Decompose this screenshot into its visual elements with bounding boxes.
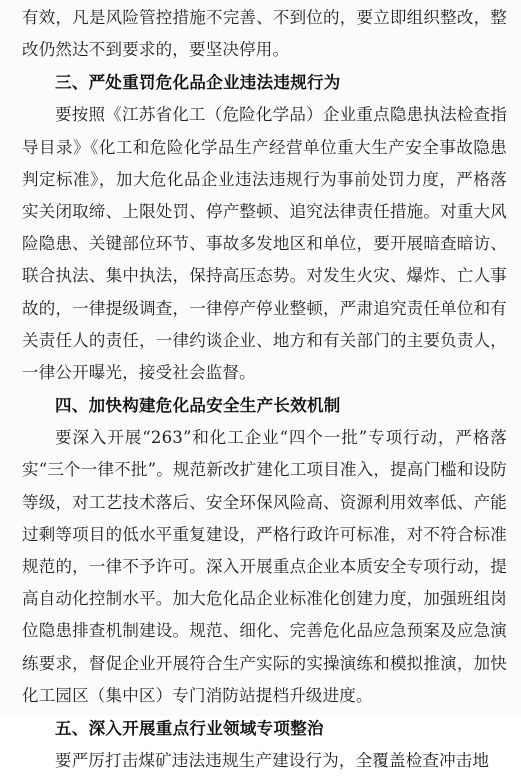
section-heading-3: 三、严处重罚危化品企业违法违规行为 [55,73,341,93]
section-heading-4: 四、加快构建危化品安全生产长效机制 [55,396,341,416]
paragraph-section-4: 要深入开展“263”和化工企业“四个一批”专项行动，严格落实“三个一律不批”。规范新改扩建化工项目准入，提高门槛和设防等级，对工艺技术落后、安全环保风险高、资源利用效率低、产能过剩等项目的低水平重复建设，严格行政许可标准，对不符合标准规范的，一律不予许可。深入开展重点企业本质安全专项行动，提高自动化控制水平。加大危化品企业标准化创建力度，加强班组岗位隐患排查机制建设。规范、细化、完善危化品应急预案及应急演练要求，督促企业开展符合生产实际的实操演练和模拟推演，加快化工园区（集中区）专门消防站提档升级进度。 [22,428,507,705]
section-heading-5: 五、深入开展重点行业领域专项整治 [55,719,324,739]
paragraph-section-5: 要严厉打击煤矿违法违规生产建设行为，全覆盖检查冲击地 [55,751,490,771]
paragraph-continued: 有效，凡是风险管控措施不完善、不到位的，要立即组织整改，整改仍然达不到要求的，要坚决停用。 [22,8,507,60]
paragraph-section-3: 要按照《江苏省化工（危险化学品）企业重点隐患执法检查指导目录》《化工和危险化学品生产经营单位重大生产安全事故隐患判定标准》，加大危化品企业违法违规行为事前处罚力度，严格落实关闭取缔、上限处罚、停产整顿、追究法律责任措施。对重大风险隐患、关键部位环节、事故多发地区和单位，要开展暗查暗访、联合执法、集中执法，保持高压态势。对发生火灾、爆炸、亡人事故的，一律提级调查，一律停产停业整顿，严肃追究责任单位和有关责任人的责任，一律约谈企业、地方和有关部门的主要负责人，一律公开曝光，接受社会监督。 [22,105,507,383]
